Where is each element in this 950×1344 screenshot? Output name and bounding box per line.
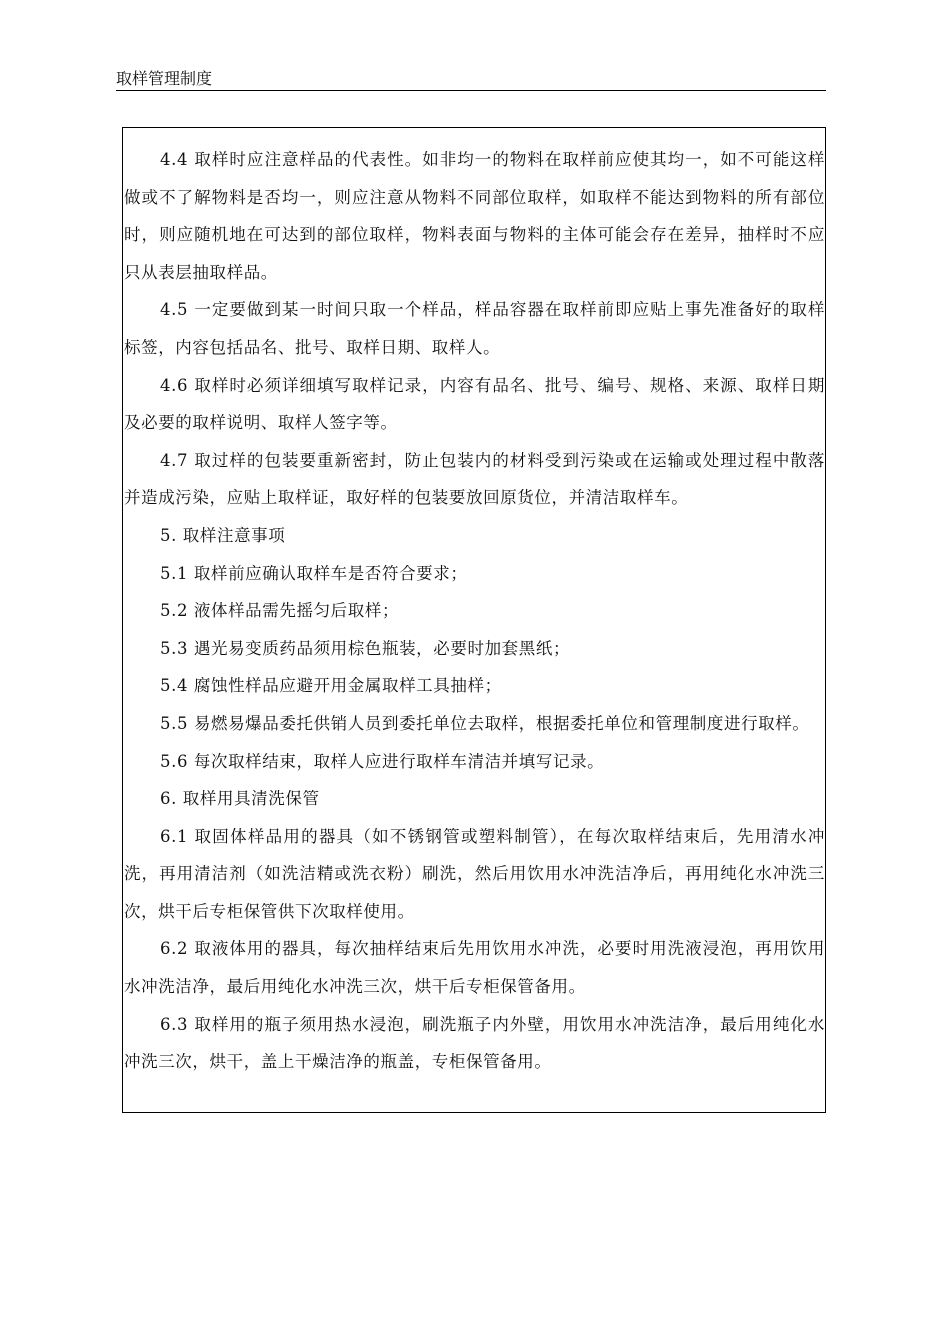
document-title: 取样管理制度 xyxy=(116,69,213,88)
content-frame xyxy=(122,127,826,1113)
paragraph-4-5: 4.5 一定要做到某一时间只取一个样品，样品容器在取样前即应贴上事先准备好的取样标签，内容包括品名、批号、取样日期、取样人。 xyxy=(124,300,825,357)
section-heading-5: 5. 取样注意事项 xyxy=(160,525,286,545)
page-header xyxy=(116,66,826,91)
paragraph-6-1: 6.1 取固体样品用的器具（如不锈钢管或塑料制管），在每次取样结束后，先用清水冲洗，再用清洁剂（如洗洁精或洗衣粉）刷洗，然后用饮用水冲洗洁净后，再用纯化水冲洗三次，烘干后专柜保管供下次取样使用。 xyxy=(124,826,825,921)
paragraph-6-3: 6.3 取样用的瓶子须用热水浸泡，刷洗瓶子内外壁，用饮用水冲洗洁净，最后用纯化水冲洗三次，烘干，盖上干燥洁净的瓶盖，专柜保管备用。 xyxy=(124,1014,825,1072)
paragraph-6-2: 6.2 取液体用的器具，每次抽样结束后先用饮用水冲洗，必要时用洗液浸泡，再用饮用水冲洗洁净，最后用纯化水冲洗三次，烘干后专柜保管备用。 xyxy=(124,939,825,997)
paragraph-4-6: 4.6 取样时必须详细填写取样记录，内容有品名、批号、编号、规格、来源、取样日期及必要的取样说明、取样人签字等。 xyxy=(124,375,825,433)
paragraph-4-4: 4.4 取样时应注意样品的代表性。如非均一的物料在取样前应使其均一，如不可能这样做或不了解物料是否均一，则应注意从物料不同部位取样，如取样不能达到物料的所有部位时，则应随机地在可达到的部位取样，物料表面与物料的主体可能会存在差异，抽样时不应只从表层抽取样品。 xyxy=(124,150,825,282)
document-body xyxy=(124,141,825,1081)
paragraph-5-5: 5.5 易燃易爆品委托供销人员到委托单位去取样，根据委托单位和管理制度进行取样。 xyxy=(160,713,810,733)
paragraph-5-3: 5.3 遇光易变质药品须用棕色瓶装，必要时加套黑纸； xyxy=(160,638,571,658)
paragraph-5-1: 5.1 取样前应确认取样车是否符合要求； xyxy=(160,563,468,583)
paragraph-4-7: 4.7 取过样的包装要重新密封，防止包装内的材料受到污染或在运输或处理过程中散落并造成污染，应贴上取样证，取好样的包装要放回原货位，并清洁取样车。 xyxy=(124,450,825,508)
paragraph-5-6: 5.6 每次取样结束，取样人应进行取样车清洁并填写记录。 xyxy=(160,751,605,771)
section-heading-6: 6. 取样用具清洗保管 xyxy=(160,789,320,809)
paragraph-5-4: 5.4 腐蚀性样品应避开用金属取样工具抽样； xyxy=(160,676,502,696)
paragraph-5-2: 5.2 液体样品需先摇匀后取样； xyxy=(160,601,400,621)
